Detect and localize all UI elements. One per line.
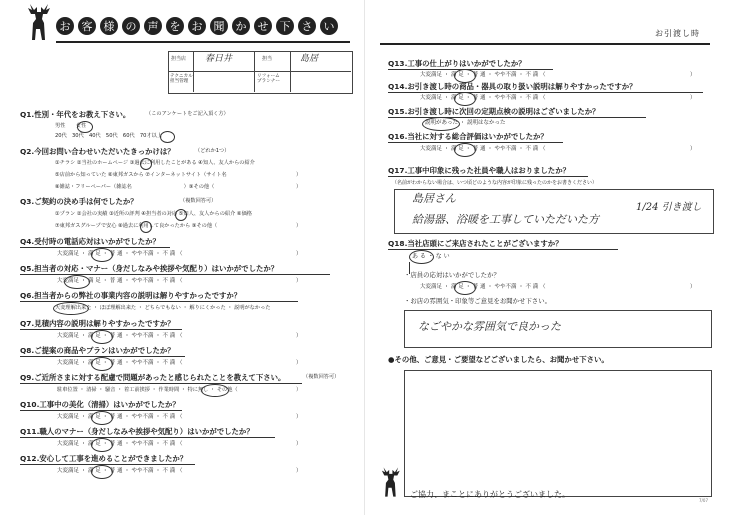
q9-selected-answer[interactable]: [201, 384, 229, 397]
q17-question: Q17.工事中印象に残った社員や職人はおりましたか？: [388, 166, 570, 175]
title-char-circle: 下: [276, 17, 294, 35]
q17-handwritten-date: 1/24 引き渡し: [636, 202, 702, 213]
q3-options-line2: ⑦東邦ガスグループで安心 ⑧過去に利用して良かったから ⑨その他（: [55, 223, 218, 229]
q3-selection[interactable]: [140, 221, 152, 233]
q18-staff-selected-answer[interactable]: [454, 281, 476, 295]
q2-note: （どれか1つ）: [195, 148, 230, 154]
q16-question: Q16.当社に対する総合評価はいかがでしたか？: [388, 132, 548, 141]
q16-underline: [388, 142, 563, 143]
q7-question: Q7.見積内容の説明は解りやすかったですか？: [20, 319, 175, 328]
q15-question: Q15.お引き渡し時に次回の定期点検の説明はございましたか？: [388, 107, 600, 116]
right-header-rule: [380, 43, 710, 45]
staff-label-technical: テクニカル 担当管理: [170, 74, 193, 85]
q12-answer-scale: 大変満足 ・ 満 足 ・ 普 通 ・ やや不満 ・ 不 満 （: [57, 468, 183, 474]
q13-answer-scale: 大変満足 ・ 満 足 ・ 普 通 ・ やや不満 ・ 不 満 （: [420, 72, 546, 78]
deer-footer-icon: [377, 465, 403, 499]
q13-close-paren: ）: [690, 72, 696, 78]
q2-question: Q2.今回お問い合わせいただいたきっかけは？: [20, 147, 175, 156]
q12-close-paren: ）: [296, 468, 302, 474]
q9-answer-options: 駐車位置 ・ 清掃 ・ 騒音 ・ 着工前挨拶 ・ 作業時間 ・ 特に無し ・ その他（: [57, 387, 238, 393]
q16-selected-answer[interactable]: [454, 143, 476, 157]
q2-options-line1: ①チラシ ②当社のホームページ ③過去に利用したことがある ④知人、友人からの紹介: [55, 160, 255, 166]
q2-close-paren: ）: [296, 184, 302, 190]
q15-underline: [388, 117, 646, 118]
title-char-circle: か: [232, 17, 250, 35]
q3-question: Q3.ご契約の決め手は何でしたか？: [20, 197, 138, 206]
title-char-circle: 様: [100, 17, 118, 35]
q17-handwritten-name: 島居さん: [412, 192, 456, 205]
q6-question: Q6.担当者からの弊社の事業内容の説明は解りやすかったですか？: [20, 291, 242, 300]
q1-question: Q1.性別・年代をお教え下さい。: [20, 110, 131, 119]
q14-close-paren: ）: [690, 95, 696, 101]
q3-options-line1: ①プラン ②会社の実績 ③近所の評判 ④担当者の対応 ⑤知人、友人からの紹介 ⑥価格: [55, 211, 252, 217]
title-char-circle: を: [166, 17, 184, 35]
q3-selection[interactable]: [175, 209, 187, 221]
q7-answer-scale: 大変満足 ・ 満 足 ・ 普 通 ・ やや不満 ・ 不 満 （: [57, 333, 183, 339]
q13-question: Q13.工事の仕上がりはいかがでしたか？: [388, 59, 526, 68]
q14-underline: [388, 92, 703, 93]
staff-table-vline: [254, 51, 255, 92]
q14-answer-scale: 大変満足 ・ 満 足 ・ 普 通 ・ やや不満 ・ 不 満 （: [420, 95, 546, 101]
q13-selected-answer[interactable]: [454, 69, 476, 83]
title-char-circle: お: [56, 17, 74, 35]
q18-staff-close-paren: ）: [690, 284, 696, 290]
title-char-circle: せ: [254, 17, 272, 35]
q4-underline: [20, 247, 170, 248]
q8-selected-answer[interactable]: [91, 357, 113, 371]
staff-label-planner: リフォーム プランナー: [257, 74, 280, 85]
title-banner: [56, 17, 350, 43]
q12-selected-answer[interactable]: [91, 465, 113, 479]
q5-answer-scale: 大変満足 ・ 満 足 ・ 普 通 ・ やや不満 ・ 不 満 （: [57, 278, 183, 284]
q12-underline: [20, 464, 195, 465]
title-char-circle: 聞: [210, 17, 228, 35]
q10-answer-scale: 大変満足 ・ 満 足 ・ 普 通 ・ やや不満 ・ 不 満 （: [57, 414, 183, 420]
page-code: 7/07: [699, 498, 708, 503]
q11-selected-answer[interactable]: [91, 438, 113, 452]
q10-question: Q10.工事中の美化（清掃）はいかがでしたか？: [20, 400, 180, 409]
other-comments-box[interactable]: [404, 370, 712, 497]
q2-options-line3: ⑧雑誌・フリーペーパー（雑誌名 ）⑨その他（: [55, 184, 215, 190]
other-comments-heading: ●その他、ご意見・ご要望などございましたら、お聞かせ下さい。: [388, 355, 609, 364]
q9-close-paren: ）: [296, 387, 302, 393]
staff-person-value: 島居: [300, 54, 319, 64]
deer-logo-icon: [22, 2, 54, 42]
q1-gender-options: 男性 女性: [55, 123, 87, 129]
q8-question: Q8.ご提案の商品やプランはいかがでしたか？: [20, 346, 175, 355]
q2-selection[interactable]: [140, 158, 152, 170]
q11-question: Q11.職人のマナー（身だしなみや挨拶や気配り）はいかがでしたか？: [20, 427, 254, 436]
staff-table-vline: [290, 51, 291, 92]
q11-underline: [20, 437, 275, 438]
q5-close-paren: ）: [296, 278, 302, 284]
q1-note: （このアンケートをご記入頂く方）: [146, 111, 229, 117]
title-char-circle: 客: [78, 17, 96, 35]
q8-close-paren: ）: [296, 360, 302, 366]
q1-age-options: 20代 30代 40代 50代 60代 70才以上: [55, 133, 163, 139]
q10-close-paren: ）: [296, 414, 302, 420]
q6-selected-answer[interactable]: [53, 302, 89, 315]
q12-question: Q12.安心して工事を進めることができましたか？: [20, 454, 188, 463]
q3-note: （複数回答可）: [180, 198, 217, 204]
q18-staff-response-question: ・店員の応対はいかがでしたか？: [404, 271, 500, 279]
title-char-circle: さ: [298, 17, 316, 35]
q4-close-paren: ）: [296, 251, 302, 257]
title-char-circle: の: [122, 17, 140, 35]
title-char-circle: い: [320, 17, 338, 35]
q17-underline: [388, 176, 588, 177]
q14-question: Q14.お引き渡し時の商品・器具の取り扱い説明は解りやすかったですか？: [388, 82, 637, 91]
q4-answer-scale: 大変満足 ・ 満 足 ・ 普 通 ・ やや不満 ・ 不 満 （: [57, 251, 183, 257]
q5-selected-answer[interactable]: [64, 275, 90, 289]
q11-close-paren: ）: [296, 441, 302, 447]
q7-selected-answer[interactable]: [91, 330, 113, 344]
q14-selected-answer[interactable]: [454, 92, 476, 106]
q10-selected-answer[interactable]: [91, 411, 113, 425]
q9-note: （複数回答可）: [303, 374, 340, 380]
q5-underline: [20, 274, 330, 275]
q9-question: Q9.ご近所さまに対する配慮で問題があったと感じられたことを教えて下さい。: [20, 373, 286, 382]
staff-table-vline: [193, 51, 194, 92]
q2-options-line2: ⑤店前から知っていた ⑥東邦ガスから ⑦インターネットサイト（サイト名: [55, 172, 227, 178]
q18-staff-answer-scale: 大変満足 ・ 満 足 ・ 普 通 ・ やや不満 ・ 不 満 （: [420, 284, 546, 290]
q9-underline: [20, 383, 302, 384]
q17-note: （名前がわからない場合は、いつ頃どのような内容が印象に残ったのかをお書きください）: [392, 180, 598, 186]
q8-answer-scale: 大変満足 ・ 満 足 ・ 普 通 ・ やや不満 ・ 不 満 （: [57, 360, 183, 366]
q11-answer-scale: 大変満足 ・ 満 足 ・ 普 通 ・ やや不満 ・ 不 満 （: [57, 441, 183, 447]
q3-close-paren: ）: [296, 223, 302, 229]
handover-label: お引渡し時: [655, 29, 700, 38]
page-fold: [364, 0, 365, 515]
q4-selected-answer[interactable]: [91, 248, 113, 262]
staff-store-value: 春日井: [205, 54, 233, 64]
q18-answer-options: あ る ・ な い: [412, 253, 450, 260]
q17-handwritten-reason: 給湯器、浴暖を工事していただいた方: [412, 213, 599, 226]
q16-answer-scale: 大変満足 ・ 満 足 ・ 普 通 ・ やや不満 ・ 不 満 （: [420, 146, 546, 152]
staff-label-person: 担当: [262, 56, 273, 62]
q18-selected-answer[interactable]: [409, 250, 434, 264]
q18-handwritten-comment: なごやかな雰囲気で良かった: [418, 320, 561, 333]
q15-selected-answer[interactable]: [422, 117, 460, 131]
thank-you-message: ご協力、まことにありがとうございました。: [410, 490, 570, 499]
q1-age-selection[interactable]: [160, 131, 175, 143]
staff-table: [168, 51, 353, 94]
title-char-circle: 声: [144, 17, 162, 35]
q6-answer-scale: 大変理解出来た ・ ほぼ理解出来た ・ どちらでもない ・ 解りにくかった ・ 説明がなかった: [55, 305, 271, 311]
q18-atmosphere-question: ・お店の雰囲気・印象等ご意見をお聞かせ下さい。: [404, 297, 551, 305]
q18-question: Q18.当社店頭にご来店されたことがございますか？: [388, 239, 563, 248]
title-char-circle: お: [188, 17, 206, 35]
q1-gender-selection[interactable]: [77, 121, 93, 133]
q2-close-paren: ）: [296, 172, 302, 178]
q15-answer-options: 説明があった ・ 説明はなかった: [425, 120, 506, 126]
staff-label-store: 担当店: [171, 56, 187, 62]
staff-table-hline: [168, 71, 351, 72]
q7-close-paren: ）: [296, 333, 302, 339]
q4-question: Q4.受付時の電話応対はいかがでしたか？: [20, 237, 160, 246]
q5-question: Q5.担当者の対応・マナー（身だしなみや挨拶や気配り）はいかがでしたか？: [20, 264, 279, 273]
q16-close-paren: ）: [690, 146, 696, 152]
